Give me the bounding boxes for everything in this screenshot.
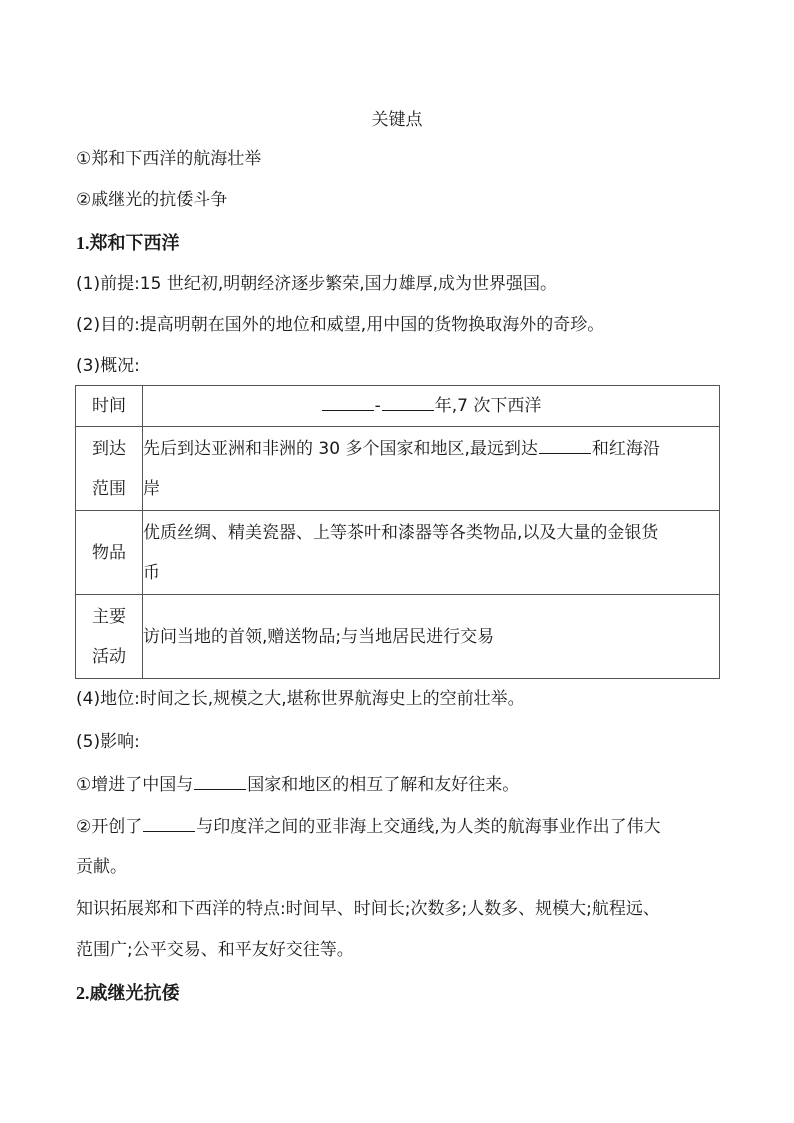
time-suffix: 年,7 次下西洋 [434, 396, 542, 416]
range-blank[interactable] [539, 437, 591, 454]
range-text-b: 和红海沿 [591, 438, 660, 459]
time-dash: - [374, 396, 381, 416]
influence-label: (5)影响: [76, 732, 140, 752]
extension-b: 范围广;公平交易、和平友好交往等。 [76, 940, 354, 960]
section-heading-qijiguang: 2.戚继光抗倭 [76, 983, 180, 1003]
range-text-a: 先后到达亚洲和非洲的 30 多个国家和地区,最远到达 [143, 438, 538, 459]
influence-1-blank[interactable] [194, 773, 246, 790]
extension-a: 知识拓展郑和下西洋的特点:时间早、时间长;次数多;人数多、规模大;航程远、 [76, 899, 660, 919]
table-row [76, 511, 720, 595]
influence-2 [76, 815, 661, 838]
overview-table [75, 385, 720, 679]
table-row [76, 595, 720, 679]
activity-label-b: 活动 [92, 646, 126, 667]
influence-2-c: 贡献。 [76, 857, 127, 877]
activity-text: 访问当地的首领,赠送物品;与当地居民进行交易 [143, 595, 720, 679]
activity-label [76, 595, 143, 679]
status-text: (4)地位:时间之长,规模之大,堪称世界航海史上的空前壮举。 [76, 689, 525, 709]
time-cell [143, 386, 720, 427]
table-row [76, 386, 720, 427]
goods-cell [143, 511, 720, 595]
activity-label-a: 主要 [92, 606, 126, 627]
purpose-text: (2)目的:提高明朝在国外的地位和威望,用中国的货物换取海外的奇珍。 [76, 315, 605, 335]
overview-label: (3)概况: [76, 356, 140, 376]
time-blank-start[interactable] [322, 394, 374, 411]
section-heading-zhenghe: 1.郑和下西洋 [76, 233, 180, 253]
range-text-c: 岸 [143, 478, 160, 499]
influence-2-b: 与印度洋之间的亚非海上交通线,为人类的航海事业作出了伟大 [196, 817, 661, 837]
range-cell [143, 427, 720, 511]
goods-text-b: 币 [143, 562, 160, 583]
goods-text-a: 优质丝绸、精美瓷器、上等茶叶和漆器等各类物品,以及大量的金银货 [143, 522, 659, 543]
influence-1-b: 国家和地区的相互了解和友好往来。 [247, 775, 520, 795]
influence-2-blank[interactable] [143, 815, 195, 832]
page-title: 关键点 [371, 110, 423, 130]
range-label-b: 范围 [92, 478, 126, 499]
influence-2-a: ②开创了 [76, 817, 143, 837]
range-label-a: 到达 [92, 438, 126, 459]
premise-text: (1)前提:15 世纪初,明朝经济逐步繁荣,国力雄厚,成为世界强国。 [76, 274, 558, 294]
influence-1-a: ①增进了中国与 [76, 775, 194, 795]
key-point-2: ②戚继光的抗倭斗争 [76, 190, 228, 210]
key-point-1: ①郑和下西洋的航海壮举 [76, 149, 262, 169]
influence-1 [76, 773, 519, 796]
range-label [76, 427, 143, 511]
time-blank-end[interactable] [382, 394, 434, 411]
time-label: 时间 [76, 386, 143, 427]
goods-label: 物品 [76, 511, 143, 595]
table-row [76, 427, 720, 511]
